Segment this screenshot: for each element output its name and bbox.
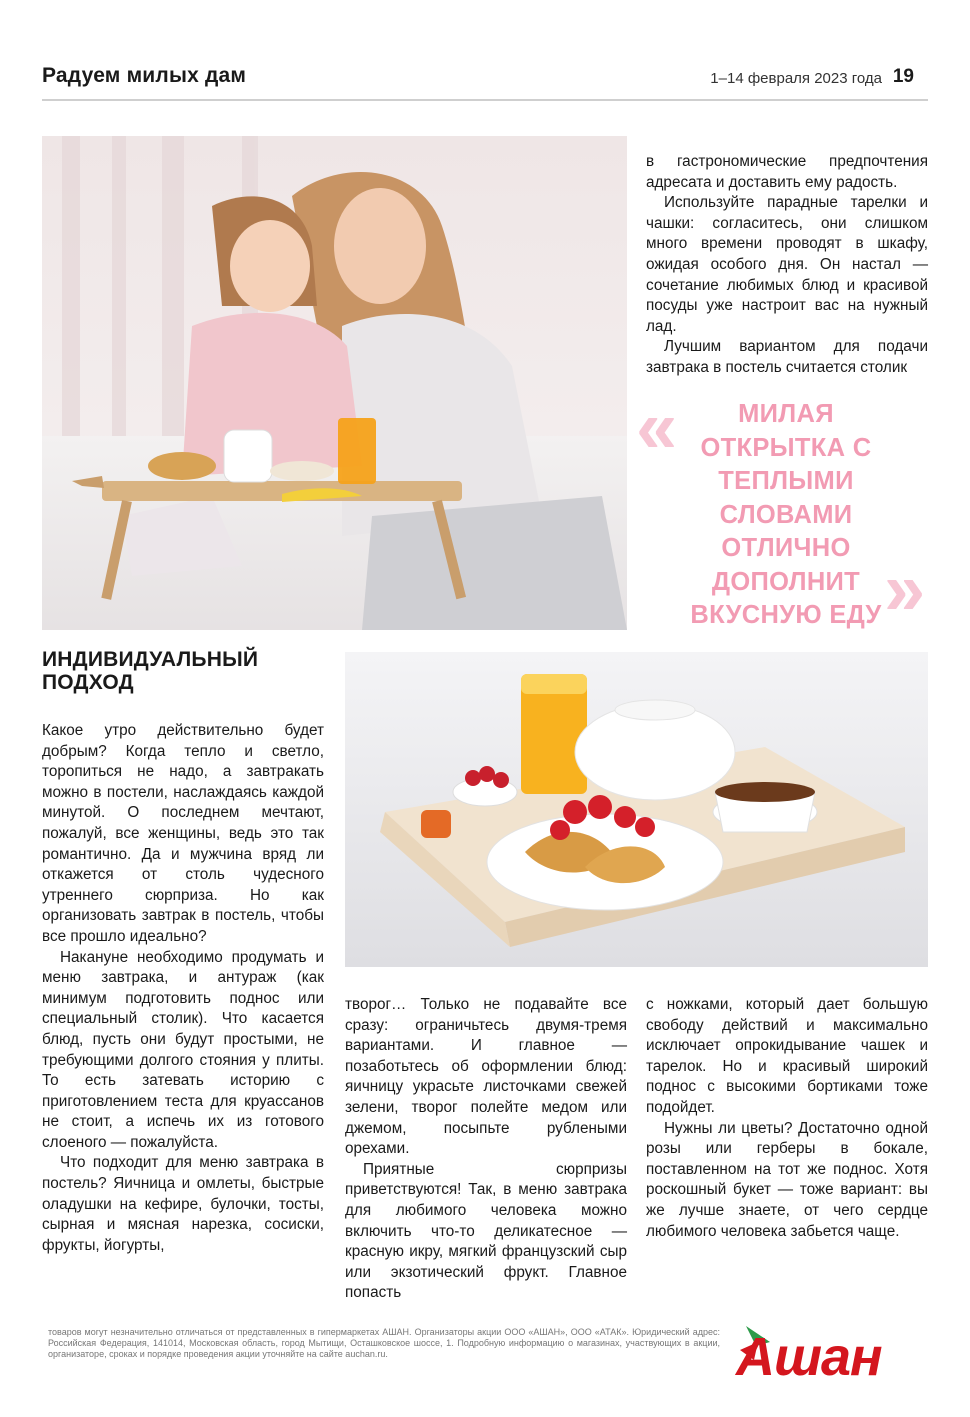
- paragraph: творог… Только не подавайте все сразу: ограничьтесь двумя-тремя вариантами. И главное — позаботьтесь об оформлении блюд: яичницу украсьте листочками свежей зелени, творог полейте медом или джемом, посыпьте рублеными орехами.: [345, 996, 627, 1158]
- paragraph: с ножками, который дает большую свободу действий и максимально исключает опрокидывание чашек и тарелок. Но и красивый широкий поднос с высокими бортиками тоже подойдет.: [646, 996, 928, 1116]
- paragraph: Накануне необходимо продумать и меню завтрака, и антураж (как минимум подготовить поднос или специальный столик). Что касается блюд, пусть они будут простыми, не требующими долгого стояния у плиты. То есть затевать историю с приготовлением теста для круассанов не стоит, а испечь их из готового слоеного — пожалуйста.: [42, 948, 324, 1151]
- legal-footnote: товаров могут незначительно отличаться от представленных в гипермаркетах АШАН. Организаторы акции ООО «АШАН», ООО «АТАК». Юридический адрес: Российская Федерация, 141014, Московская область, город Мытищи, Осташковское шоссе, 1. Подробную информацию о магазинах, участвующих в акции, организаторе, сроках и порядке проведения акции уточняйте на сайте auchan.ru.: [48, 1327, 720, 1359]
- issue-date: 1–14 февраля 2023 года: [710, 70, 882, 87]
- text-column-1: [42, 721, 324, 1256]
- top-photo: [42, 136, 627, 630]
- page-number: 19: [892, 66, 914, 87]
- quote-close-mark: »: [884, 547, 926, 630]
- section-heading: ИНДИВИДУАЛЬНЫЙ ПОДХОД: [42, 648, 259, 694]
- pull-quote: [636, 385, 932, 632]
- pull-quote-text: МИЛАЯ ОТКРЫТКА С ТЕПЛЫМИ СЛОВАМИ ОТЛИЧНО ДОПОЛНИТ ВКУСНУЮ ЕДУ: [690, 400, 882, 629]
- quote-open-mark: «: [636, 385, 678, 468]
- paragraph: в гастрономические предпочтения адресата и доставить ему радость.: [646, 153, 928, 191]
- text-column-right-top: [646, 152, 928, 379]
- page-section-title: Радуем милых дам: [42, 64, 247, 87]
- middle-photo: [345, 652, 928, 967]
- text-column-3: [646, 995, 928, 1242]
- logo-wordmark: Ашан: [736, 1327, 882, 1387]
- paragraph: Приятные сюрпризы приветствуются! Так, в меню завтрака для любимого человека можно включить что-то деликатесное — красную икру, мягкий французский сыр или экзотический фрукт. Главное попасть: [345, 1160, 627, 1302]
- text-column-2: [345, 995, 627, 1304]
- auchan-logo: [736, 1320, 926, 1387]
- paragraph: Используйте парадные тарелки и чашки: согласитесь, они слишком много времени проводят в шкафу, ожидая особого дня. Он настал — сочетание любимых блюд и красивой посуды уже настроит вас на нужный лад.: [646, 194, 928, 335]
- paragraph: Что подходит для меню завтрака в постель? Яичница и омлеты, быстрые оладушки на кефире, булочки, тосты, сырная и мясная нарезка, сосиски, фрукты, йогурты,: [42, 1154, 324, 1254]
- paragraph: Лучшим вариантом для подачи завтрака в постель считается столик: [646, 338, 928, 376]
- paragraph: Нужны ли цветы? Достаточно одной розы или герберы в бокале, поставленном на тот же поднос. Хотя роскошный букет — тоже вариант: вы же лучше знаете, от чего сердце любимого человека забьется чаще.: [646, 1119, 928, 1240]
- header-divider: [42, 99, 928, 101]
- paragraph: Какое утро действительно будет добрым? Когда тепло и светло, торопиться не надо, а завтракать можно в постели, наслаждаясь каждой минутой. О последнем мечтают, пожалуй, все женщины, ведь это так романтично. Да и мужчина вряд ли откажется от столь чудесного утреннего сюрприза. Но как организовать завтрак в постель, чтобы все прошло идеально?: [42, 722, 324, 945]
